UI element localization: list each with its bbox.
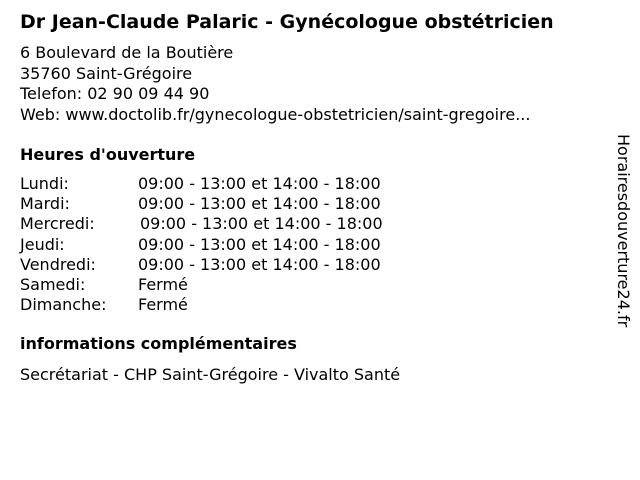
day-label: Samedi: <box>20 274 86 294</box>
info-text: Secrétariat - CHP Saint-Grégoire - Vivalto Santé <box>20 365 401 384</box>
address-street: 6 Boulevard de la Boutière <box>20 43 234 62</box>
day-label: Lundi: <box>20 174 69 193</box>
day-hours: 09:00 - 13:00 et 14:00 - 18:00 <box>138 174 381 193</box>
day-label: Mardi: <box>20 194 70 214</box>
watermark-text: Horairesdouverture24.fr <box>614 134 633 328</box>
practice-title: Dr Jean-Claude Palaric - Gynécologue obstétricien <box>20 11 554 33</box>
day-hours: 09:00 - 13:00 et 14:00 - 18:00 <box>138 194 381 214</box>
phone-number: Telefon: 02 90 09 44 90 <box>20 84 210 103</box>
hours-heading: Heures d'ouverture <box>20 145 196 164</box>
site-watermark <box>612 134 634 344</box>
info-heading: informations complémentaires <box>20 334 297 353</box>
day-hours: 09:00 - 13:00 et 14:00 - 18:00 <box>138 254 381 274</box>
day-label: Vendredi: <box>20 254 96 274</box>
day-label: Dimanche: <box>20 295 107 315</box>
address-city: 35760 Saint-Grégoire <box>20 63 193 83</box>
day-hours: 09:00 - 13:00 et 14:00 - 18:00 <box>138 234 381 254</box>
day-label: Mercredi: <box>20 214 95 234</box>
address-block <box>20 43 530 125</box>
day-hours: Fermé <box>138 274 188 294</box>
day-label: Jeudi: <box>20 234 65 254</box>
website-url: Web: www.doctolib.fr/gynecologue-obstetricien/saint-gregoire... <box>20 104 531 124</box>
day-hours: 09:00 - 13:00 et 14:00 - 18:00 <box>140 214 383 234</box>
day-hours: Fermé <box>138 295 188 315</box>
